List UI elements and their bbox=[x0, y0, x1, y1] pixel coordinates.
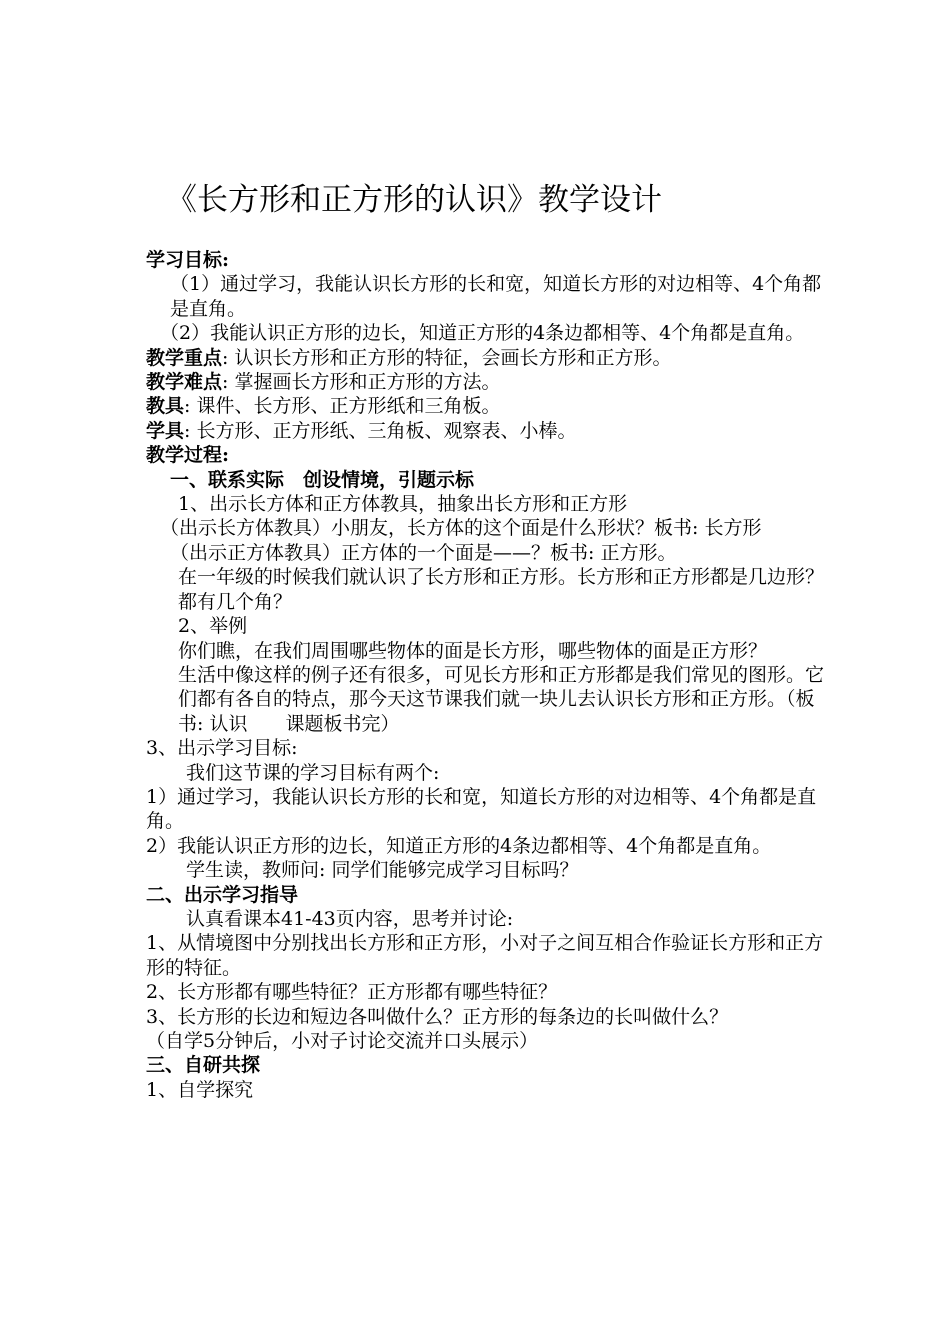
s1-paragraph-5: 生活中像这样的例子还有很多，可见长方形和正方形都是我们常见的图形。它们都有各自的特点，那今天这节课我们就一块儿去认识长方形和正方形。（板书: 认识 课题板书完） bbox=[178, 663, 825, 735]
s1-paragraph-1: （出示长方体教具）小朋友，长方体的这个面是什么形状？板书: 长方形 bbox=[160, 517, 762, 540]
s3-item-1: 1、自学探究 bbox=[146, 1078, 254, 1101]
s1-goal-2: 2）我能认识正方形的边长，知道正方形的4条边都相等、4个角都是直角。 bbox=[146, 834, 772, 857]
section-2-heading: 二、出示学习指导 bbox=[146, 883, 299, 906]
section-1-heading: 一、联系实际 创设情境，引题示标 bbox=[170, 468, 475, 491]
key-point-text: : 认识长方形和正方形的特征，会画长方形和正方形。 bbox=[222, 346, 672, 369]
difficulty-line bbox=[146, 370, 830, 394]
document-title: 《长方形和正方形的认识》教学设计 bbox=[166, 182, 662, 218]
key-point-label: 教学重点 bbox=[146, 346, 223, 369]
s1-paragraph-4: 你们瞧，在我们周围哪些物体的面是长方形，哪些物体的面是正方形？ bbox=[178, 639, 768, 662]
s2-item-1: 1、从情境图中分别找出长方形和正方形，小对子之间互相合作验证长方形和正方形的特征。 bbox=[146, 932, 824, 979]
tools-text: : 课件、长方形、正方形纸和三角板。 bbox=[184, 395, 501, 418]
s1-item-1: 1、出示长方体和正方体教具，抽象出长方形和正方形 bbox=[178, 493, 628, 516]
student-tools-text: : 长方形、正方形纸、三角板、观察表、小棒。 bbox=[184, 419, 577, 442]
process-heading: 教学过程: bbox=[146, 444, 230, 467]
objectives-heading: 学习目标: bbox=[146, 249, 230, 271]
section-3-heading: 三、自研共探 bbox=[146, 1054, 261, 1077]
difficulty-label: 教学难点 bbox=[146, 371, 223, 394]
difficulty-text: : 掌握画长方形和正方形的方法。 bbox=[222, 371, 501, 394]
tools-label: 教具 bbox=[146, 395, 185, 418]
s1-goal-1: 1）通过学习，我能认识长方形的长和宽，知道长方形的对边相等、4个角都是直角。 bbox=[146, 785, 817, 833]
s1-paragraph-7: 学生读，教师问: 同学们能够完成学习目标吗？ bbox=[186, 859, 579, 882]
s2-item-3: 3、长方形的长边和短边各叫做什么？正方形的每条边的长叫做什么？ bbox=[146, 1005, 729, 1028]
tools-line bbox=[146, 394, 830, 418]
objective-1: （1）通过学习，我能认识长方形的长和宽，知道长方形的对边相等、4个角都是直角。 bbox=[170, 273, 822, 320]
s1-paragraph-2: （出示正方体教具）正方体的一个面是——？板书: 正方形。 bbox=[170, 541, 677, 564]
key-point-line bbox=[146, 346, 830, 370]
s2-item-2: 2、长方形都有哪些特征？正方形都有哪些特征？ bbox=[146, 981, 558, 1004]
s1-paragraph-6: 我们这节课的学习目标有两个: bbox=[186, 761, 440, 784]
s1-item-3: 3、出示学习目标: bbox=[146, 737, 298, 760]
student-tools-label: 学具 bbox=[146, 419, 185, 442]
objective-2: （2）我能认识正方形的边长，知道正方形的4条边都相等、4个角都是直角。 bbox=[160, 322, 805, 345]
s1-item-2: 2、举例 bbox=[178, 615, 248, 638]
student-tools-line bbox=[146, 419, 830, 443]
s1-paragraph-3: 在一年级的时候我们就认识了长方形和正方形。长方形和正方形都是几边形？都有几个角？ bbox=[178, 566, 825, 613]
s2-paragraph-1: 认真看课本41-43页内容，思考并讨论: bbox=[186, 907, 514, 930]
s2-note: （自学5分钟后，小对子讨论交流并口头展示） bbox=[146, 1030, 539, 1052]
